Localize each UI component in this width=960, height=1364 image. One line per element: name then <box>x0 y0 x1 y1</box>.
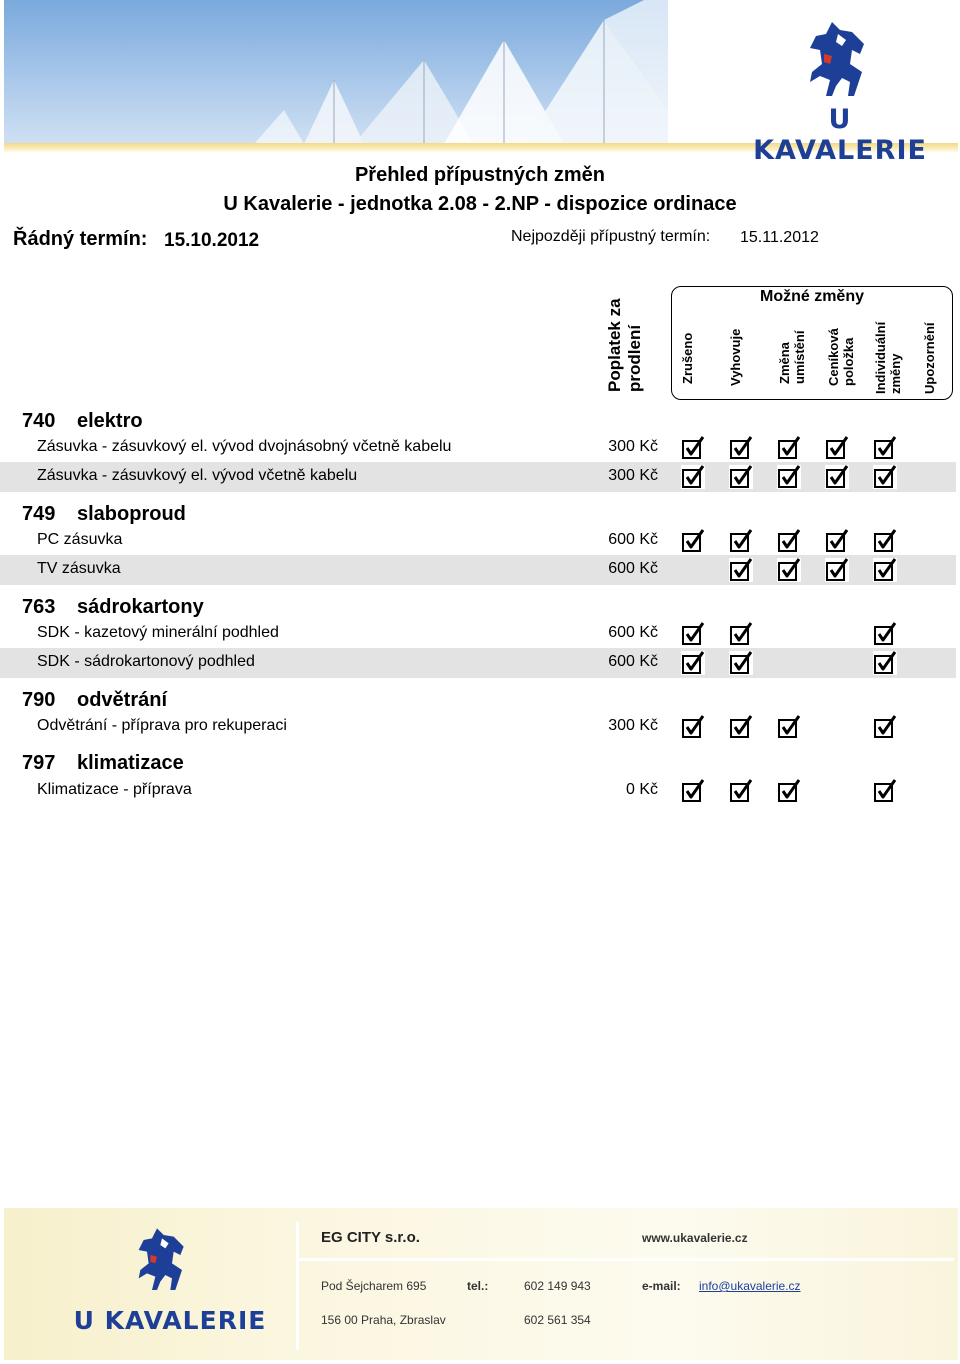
checked-checkbox-icon <box>729 622 753 646</box>
checked-checkbox-icon <box>777 529 801 553</box>
checked-checkbox-icon <box>873 715 897 739</box>
page-title: Přehled přípustných změn <box>354 164 606 186</box>
row-label: SDK - kazetový minerální podhled <box>37 624 279 641</box>
regular-term-date: 15.10.2012 <box>164 230 260 251</box>
row-label: Klimatizace - příprava <box>37 781 192 798</box>
checked-checkbox-icon <box>729 715 753 739</box>
checked-checkbox-icon <box>873 779 897 803</box>
row-price: 300 Kč <box>608 717 658 734</box>
section-name: odvětrání <box>77 689 168 711</box>
checked-checkbox-icon <box>777 436 801 460</box>
row-price: 600 Kč <box>608 624 658 641</box>
checked-checkbox-icon <box>777 465 801 489</box>
section-763 <box>22 596 204 619</box>
footer-divider <box>296 1222 299 1350</box>
checked-checkbox-icon <box>729 465 753 489</box>
section-code: 740 <box>22 410 56 432</box>
section-790 <box>22 689 167 712</box>
section-code: 763 <box>22 596 56 618</box>
tel-number-1: 602 149 943 <box>524 1279 591 1293</box>
column-header-cancelled: Zrušeno <box>680 332 695 384</box>
section-code: 790 <box>22 689 56 711</box>
address-line-2: 156 00 Praha, Zbraslav <box>321 1313 446 1327</box>
email-link[interactable]: info@ukavalerie.cz <box>699 1279 801 1293</box>
checked-checkbox-icon <box>729 779 753 803</box>
table-row <box>0 462 956 492</box>
row-price: 600 Kč <box>608 531 658 548</box>
checked-checkbox-icon <box>825 465 849 489</box>
regular-term-label: Řádný termín: <box>13 228 148 250</box>
address-line-1: Pod Šejcharem 695 <box>321 1279 427 1293</box>
knight-horse-icon <box>802 20 874 100</box>
fee-column-header: Poplatek za prodlení <box>605 298 644 392</box>
checked-checkbox-icon <box>873 465 897 489</box>
tent-roof-illustration <box>4 0 668 144</box>
row-label: Zásuvka - zásuvkový el. vývod včetně kabelu <box>37 467 358 484</box>
checked-checkbox-icon <box>777 779 801 803</box>
column-header-suits: Vyhovuje <box>728 328 743 386</box>
row-price: 600 Kč <box>608 560 658 577</box>
checked-checkbox-icon <box>681 465 705 489</box>
row-label: Odvětrání - příprava pro rekuperaci <box>37 717 287 734</box>
logo-text: U KAVALERIE <box>753 104 927 166</box>
checked-checkbox-icon <box>681 715 705 739</box>
table-row <box>0 619 956 649</box>
latest-term-label: Nejpozději přípustný termín: <box>511 228 711 245</box>
checked-checkbox-icon <box>777 558 801 582</box>
email-label: e-mail: <box>642 1279 681 1293</box>
table-row <box>0 433 956 463</box>
checked-checkbox-icon <box>825 436 849 460</box>
checked-checkbox-icon <box>681 436 705 460</box>
company-name: EG CITY s.r.o. <box>321 1229 420 1246</box>
checked-checkbox-icon <box>729 558 753 582</box>
footer-rule <box>298 1258 954 1261</box>
checked-checkbox-icon <box>873 529 897 553</box>
row-price: 600 Kč <box>608 653 658 670</box>
table-row <box>0 555 956 585</box>
checked-checkbox-icon <box>873 622 897 646</box>
checked-checkbox-icon <box>729 436 753 460</box>
section-740 <box>22 410 143 433</box>
checked-checkbox-icon <box>873 651 897 675</box>
tel-number-2: 602 561 354 <box>524 1313 591 1327</box>
section-name: klimatizace <box>77 752 184 774</box>
section-code: 749 <box>22 503 56 525</box>
column-header-warning: Upozornění <box>922 322 937 394</box>
header-banner-image <box>4 0 668 144</box>
tel-label: tel.: <box>467 1279 489 1293</box>
table-row <box>0 776 956 806</box>
column-header-price-list-item: Ceníková položka <box>826 328 856 386</box>
knight-horse-icon <box>132 1226 192 1294</box>
checked-checkbox-icon <box>873 558 897 582</box>
section-749 <box>22 503 186 526</box>
checked-checkbox-icon <box>681 651 705 675</box>
row-label: TV zásuvka <box>37 560 121 577</box>
section-code: 797 <box>22 752 56 774</box>
table-row <box>0 526 956 556</box>
table-row <box>0 712 956 742</box>
website-text: www.ukavalerie.cz <box>642 1231 748 1245</box>
footer-logo-text: U KAVALERIE <box>73 1306 267 1335</box>
row-label: SDK - sádrokartonový podhled <box>37 653 255 670</box>
checked-checkbox-icon <box>825 529 849 553</box>
checked-checkbox-icon <box>681 622 705 646</box>
checked-checkbox-icon <box>729 651 753 675</box>
checked-checkbox-icon <box>681 779 705 803</box>
company-logo <box>740 18 940 166</box>
row-label: PC zásuvka <box>37 531 123 548</box>
section-797 <box>22 752 184 775</box>
footer-logo <box>70 1226 270 1346</box>
page-subtitle: U Kavalerie - jednotka 2.08 - 2.NP - dispozice ordinace <box>223 193 737 215</box>
checked-checkbox-icon <box>873 436 897 460</box>
checked-checkbox-icon <box>681 529 705 553</box>
checked-checkbox-icon <box>777 715 801 739</box>
column-header-individual-changes: Individuální změny <box>873 321 903 394</box>
latest-term-date: 15.11.2012 <box>740 229 819 246</box>
checked-checkbox-icon <box>825 558 849 582</box>
column-header-relocation: Změna umístění <box>777 330 807 384</box>
possible-changes-title: Možné změny <box>759 288 864 305</box>
section-name: slaboproud <box>77 503 186 525</box>
row-price: 300 Kč <box>608 438 658 455</box>
section-name: elektro <box>77 410 143 432</box>
row-label: Zásuvka - zásuvkový el. vývod dvojnásobný včetně kabelu <box>37 438 452 455</box>
row-price: 300 Kč <box>608 467 658 484</box>
table-row <box>0 648 956 678</box>
row-price: 0 Kč <box>625 781 658 798</box>
checked-checkbox-icon <box>729 529 753 553</box>
section-name: sádrokartony <box>77 596 204 618</box>
